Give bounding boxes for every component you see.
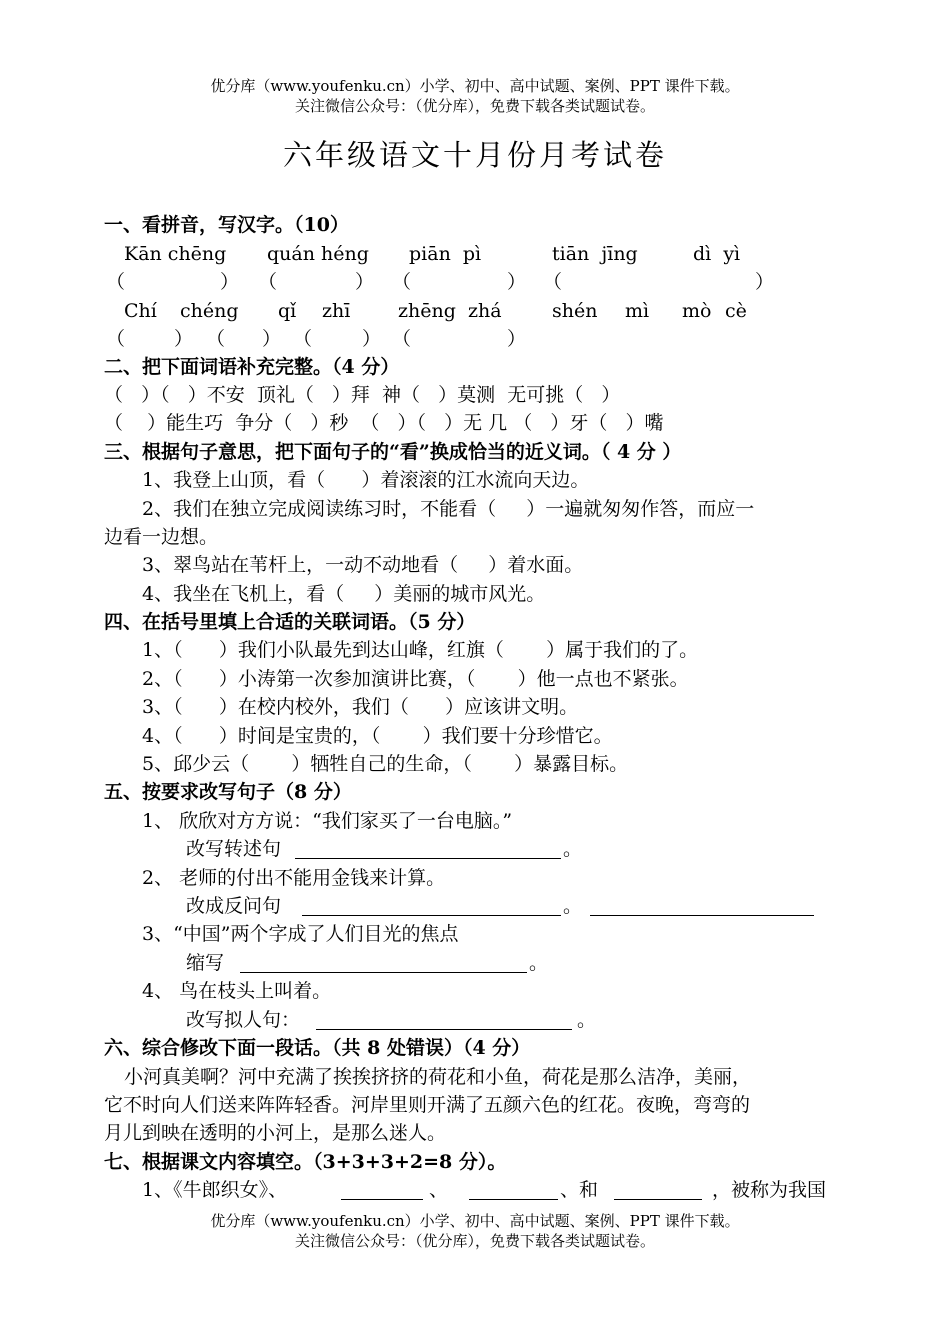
s7-q1-text: 1、《牛郎织女》、 <box>142 1179 288 1201</box>
s7-q1-separator: 、和 <box>560 1179 599 1201</box>
s5-question-2: 2、 老师的付出不能用金钱来计算。 <box>142 867 446 889</box>
bracket-close: ） <box>507 328 527 350</box>
pinyin-item: Chí <box>124 300 157 322</box>
pinyin-item: cè <box>725 300 747 322</box>
s3-question-2: 2、我们在独立完成阅读练习时，不能看（ ）一遍就匆匆作答，而应一 <box>142 498 755 520</box>
pinyin-item: dì yì <box>693 243 741 265</box>
s3-question-1: 1、我登上山顶，看（ ）着滚滚的江水流向天边。 <box>142 469 590 491</box>
period: 。 <box>529 952 549 974</box>
bracket-open: （ <box>543 271 563 293</box>
bracket-open: （ <box>206 328 226 350</box>
section-3-heading: 三、根据句子意思，把下面句子的“看”换成恰当的近义词。（ 4 分 ） <box>104 441 682 463</box>
s4-question-1: 1、（ ）我们小队最先到达山峰，红旗（ ）属于我们的了。 <box>142 639 699 661</box>
s7-q1-separator: 、 <box>429 1179 449 1201</box>
pinyin-item: zhī <box>322 300 351 322</box>
bracket-open: （ <box>106 328 126 350</box>
section-2-heading: 二、把下面词语补充完整。（4 分） <box>104 356 400 378</box>
s5-q2-prompt: 改成反问句 <box>186 895 282 917</box>
s7-q1-blank-2[interactable] <box>469 1199 558 1200</box>
s6-paragraph-line-2: 它不时向人们送来阵阵轻香。河岸里则开满了五颜六色的红花。夜晚，弯弯的 <box>104 1094 751 1116</box>
section-1-heading: 一、看拼音，写汉字。（10） <box>104 214 349 236</box>
section-5-heading: 五、按要求改写句子（8 分） <box>104 781 352 803</box>
pinyin-item: Kān chēng <box>124 243 227 265</box>
bracket-close: ） <box>220 271 240 293</box>
s6-paragraph-line-3: 月儿到映在透明的小河上，是那么迷人。 <box>104 1122 447 1144</box>
s4-question-2: 2、（ ）小涛第一次参加演讲比赛，（ ）他一点也不紧张。 <box>142 668 689 690</box>
s5-q3-prompt: 缩写 <box>186 952 225 974</box>
s5-question-3: 3、“中国”两个字成了人们目光的焦点 <box>142 923 459 945</box>
pinyin-item: chéng <box>180 300 239 322</box>
s5-q1-prompt: 改写转述句 <box>186 838 282 860</box>
pinyin-item: mò <box>682 300 712 322</box>
bracket-open: （ <box>392 271 412 293</box>
s4-question-5: 5、邱少云（ ）牺牲自己的生命，（ ）暴露目标。 <box>142 753 629 775</box>
section-4-heading: 四、在括号里填上合适的关联词语。（5 分） <box>104 611 476 633</box>
s3-question-3: 3、翠鸟站在苇杆上，一动不动地看（ ）着水面。 <box>142 554 584 576</box>
bracket-open: （ <box>392 328 412 350</box>
bracket-close: ） <box>355 271 375 293</box>
bracket-close: ） <box>755 271 775 293</box>
period: 。 <box>563 838 583 860</box>
pinyin-item: shén <box>552 300 598 322</box>
bracket-open: （ <box>106 271 126 293</box>
bracket-close: ） <box>362 328 382 350</box>
section-7-heading: 七、根据课文内容填空。（3+3+3+2=8 分）。 <box>104 1151 507 1173</box>
s4-question-3: 3、（ ）在校内校外，我们（ ）应该讲文明。 <box>142 696 579 718</box>
pinyin-item: mì <box>625 300 650 322</box>
page-title: 六年级语文十月份月考试卷 <box>282 138 667 172</box>
period: 。 <box>577 1009 597 1031</box>
pinyin-item: qǐ <box>278 300 297 322</box>
header-line-1: 优分库（www.youfenku.cn）小学、初中、高中试题、案例、PPT 课件下载。 <box>210 77 740 95</box>
footer-line-2: 关注微信公众号：（优分库），免费下载各类试题试卷。 <box>294 1232 655 1250</box>
section-6-heading: 六、综合修改下面一段话。（共 8 处错误）（4 分） <box>104 1037 531 1059</box>
s7-q1-blank-3[interactable] <box>614 1199 702 1200</box>
s3-question-4: 4、我坐在飞机上，看（ ）美丽的城市风光。 <box>142 583 546 605</box>
pinyin-item: tiān jīng <box>552 243 638 265</box>
s7-q1-text-end: ，被称为我国 <box>712 1179 827 1201</box>
s5-q2-answer-line-1[interactable] <box>302 915 561 916</box>
bracket-close: ） <box>174 328 194 350</box>
bracket-open: （ <box>293 328 313 350</box>
word-completion-line-2: （ ）能生巧 争分（ ）秒 （ ）（ ）无 几 （ ）牙（ ）嘴 <box>104 412 664 434</box>
s3-question-2-continued: 边看一边想。 <box>104 526 219 548</box>
s5-q4-answer-line[interactable] <box>316 1029 572 1030</box>
bracket-close: ） <box>507 271 527 293</box>
word-completion-line-1: （ ）（ ）不安 顶礼（ ）拜 神（ ）莫测 无可挑（ ） <box>104 384 621 406</box>
header-line-2: 关注微信公众号：（优分库），免费下载各类试题试卷。 <box>294 97 655 115</box>
s5-question-4: 4、 鸟在枝头上叫着。 <box>142 980 332 1002</box>
s5-q4-prompt: 改写拟人句： <box>186 1009 301 1031</box>
s4-question-4: 4、（ ）时间是宝贵的，（ ）我们要十分珍惜它。 <box>142 725 613 747</box>
footer-line-1: 优分库（www.youfenku.cn）小学、初中、高中试题、案例、PPT 课件下载。 <box>210 1212 740 1230</box>
s5-q1-answer-line[interactable] <box>295 858 561 859</box>
s7-q1-blank-1[interactable] <box>341 1199 423 1200</box>
pinyin-item: zhēng zhá <box>398 300 502 322</box>
s5-q3-answer-line[interactable] <box>240 972 527 973</box>
pinyin-item: quán héng <box>267 243 369 265</box>
period: 。 <box>563 895 583 917</box>
s5-question-1: 1、 欣欣对方方说：“我们家买了一台电脑。” <box>142 810 513 832</box>
s5-q2-answer-line-2[interactable] <box>590 915 814 916</box>
bracket-close: ） <box>262 328 282 350</box>
pinyin-item: piān pì <box>409 243 482 265</box>
s6-paragraph-line-1: 小河真美啊？河中充满了挨挨挤挤的荷花和小鱼，荷花是那么洁净，美丽， <box>124 1066 752 1088</box>
bracket-open: （ <box>258 271 278 293</box>
